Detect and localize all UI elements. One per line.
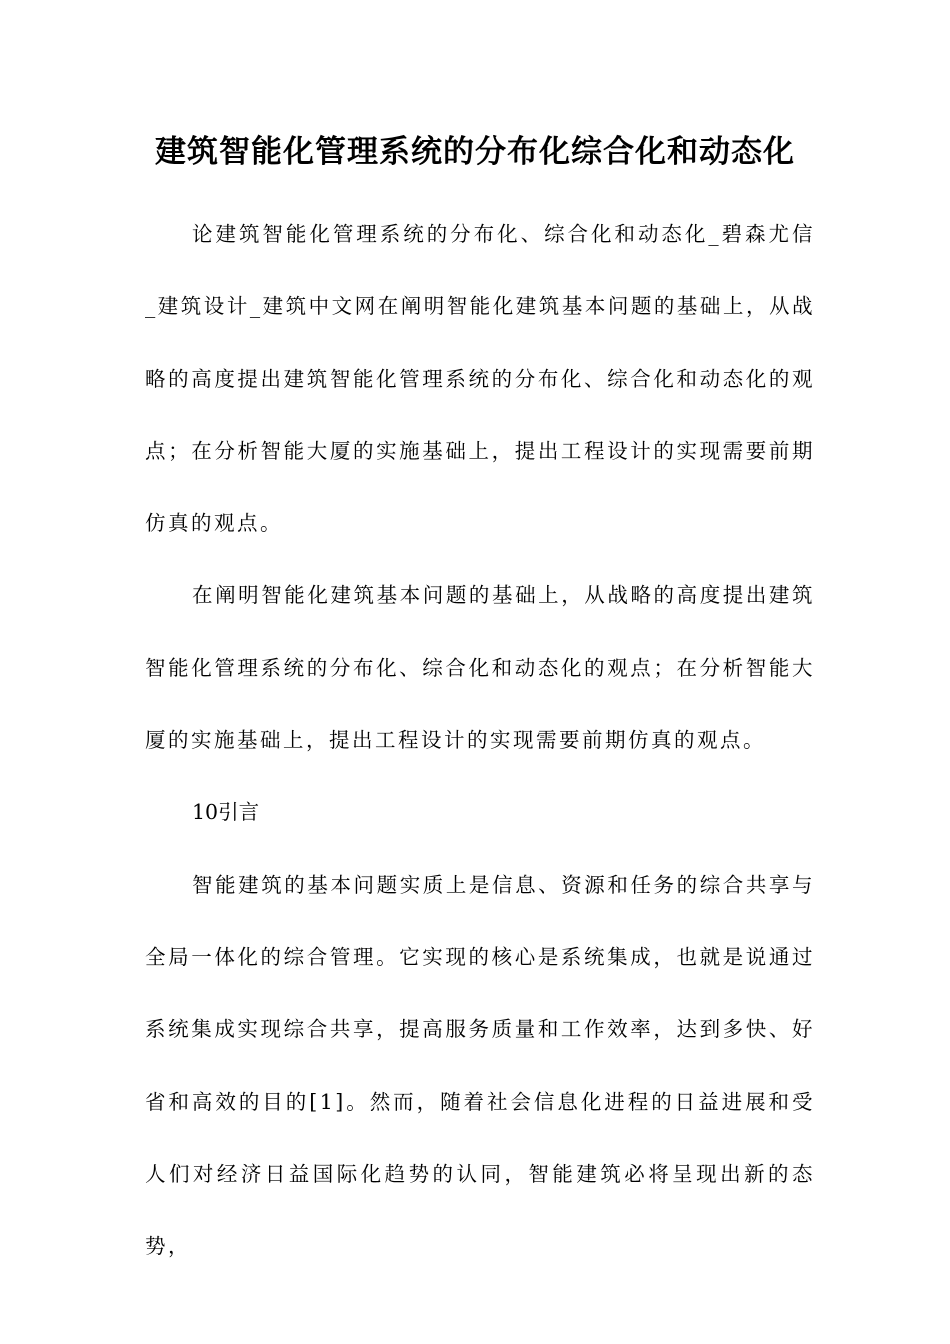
paragraph-abstract: 论建筑智能化管理系统的分布化、综合化和动态化_碧森尤信_建筑设计_建筑中文网在阐明智能化建筑基本问题的基础上，从战略的高度提出建筑智能化管理系统的分布化、综合化和动态化的观点；在分析智能大厦的实施基础上，提出工程设计的实现需要前期仿真的观点。 — [145, 222, 815, 536]
paragraph-introduction: 智能建筑的基本问题实质上是信息、资源和任务的综合共享与全局一体化的综合管理。它实现的核心是系统集成，也就是说通过系统集成实现综合共享，提高服务质量和工作效率，达到多快、好省和高效的目的[1]。然而，随着社会信息化进程的日益进展和受人们对经济日益国际化趋势的认同，智能建筑必将呈现出新的态势， — [145, 872, 815, 1259]
document-title: 建筑智能化管理系统的分布化综合化和动态化 — [155, 134, 795, 170]
paragraph-summary: 在阐明智能化建筑基本问题的基础上，从战略的高度提出建筑智能化管理系统的分布化、综合化和动态化的观点；在分析智能大厦的实施基础上，提出工程设计的实现需要前期仿真的观点。 — [145, 583, 815, 753]
section-heading-introduction: 10引言 — [192, 800, 260, 825]
document-body — [145, 198, 815, 1282]
